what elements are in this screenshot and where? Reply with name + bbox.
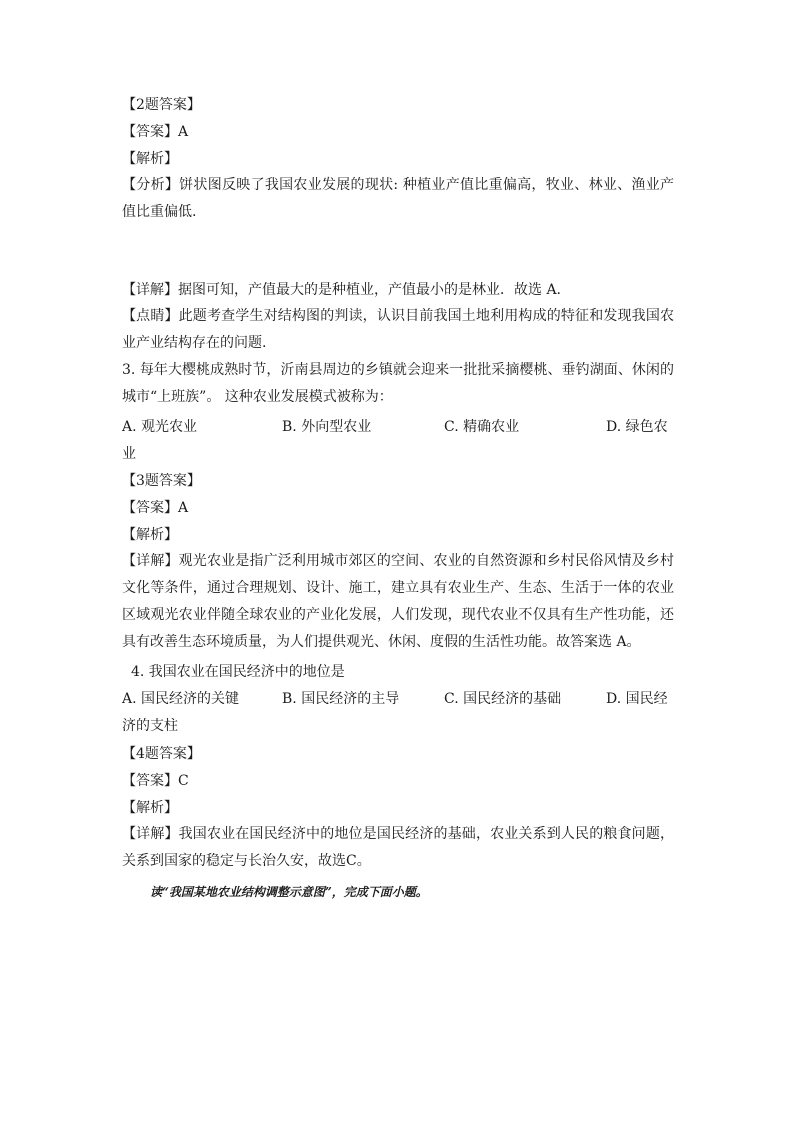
q2-analysis-label: 【解析】	[122, 151, 178, 167]
q4-option-a[interactable]: A. 国民经济的关键	[122, 691, 240, 707]
q3-detail: 【详解】观光农业是指广泛利用城市郊区的空间、农业的自然资源和乡村民俗风情及乡村文化等条件，通过合理规划、设计、施工，建立具有农业生产、生态、生活于一体的农业区域观光农业伴随全球农业的产业化发展，人们发现，现代农业不仅具有生产性功能，还具有改善生态环境质量，为人们提供观光、休闲、度假的生活性功能。故答案选 A。	[122, 553, 674, 650]
q4-option-b[interactable]: B. 国民经济的主导	[282, 691, 400, 707]
q4-options	[122, 690, 682, 708]
q3-option-a[interactable]: A. 观光农业	[122, 419, 198, 435]
q3-option-d[interactable]: D. 绿色农	[606, 419, 668, 435]
q4-option-c[interactable]: C. 国民经济的基础	[444, 691, 562, 707]
q3-answer: 【答案】A	[122, 500, 189, 516]
q3-option-c[interactable]: C. 精确农业	[444, 419, 520, 435]
next-question-note: 读“我国某地农业结构调整示意图”，完成下面小题。	[150, 885, 428, 899]
q4-analysis-label: 【解析】	[122, 800, 178, 816]
q4-option-wrap: 济的支柱	[122, 718, 178, 734]
q2-detail: 【详解】据图可知，产值最大的是种植业，产值最小的是林业．故选 A.	[122, 282, 562, 298]
q3-analysis-label: 【解析】	[122, 527, 178, 543]
q3-stem: 3. 每年大樱桃成熟时节，沂南县周边的乡镇就会迎来一批批采摘樱桃、垂钓湖面、休闲的城市“上班族”。 这种农业发展模式被称为：	[122, 362, 674, 405]
q4-stem: 4. 我国农业在国民经济中的地位是	[131, 664, 345, 680]
q4-answer-heading: 【4题答案】	[122, 746, 201, 762]
q4-detail: 【详解】我国农业在国民经济中的地位是国民经济的基础，农业关系到人民的粮食问题，关系到国家的稳定与长治久安，故选C。	[122, 826, 674, 869]
q2-answer-heading: 【2题答案】	[122, 97, 201, 113]
q4-answer: 【答案】C	[122, 773, 189, 789]
q2-comment: 【点睛】此题考查学生对结构图的判读，认识目前我国土地利用构成的特征和发现我国农业产业结构存在的问题.	[122, 308, 674, 351]
q4-option-d[interactable]: D. 国民经	[606, 691, 668, 707]
q3-options	[122, 418, 682, 436]
q2-answer: 【答案】A	[122, 124, 189, 140]
q3-option-wrap: 业	[122, 446, 136, 462]
q3-answer-heading: 【3题答案】	[122, 473, 201, 489]
q2-analysis: 【分析】饼状图反映了我国农业发展的现状: 种植业产值比重偏高，牧业、林业、渔业产值比重偏低.	[122, 177, 674, 220]
q3-option-b[interactable]: B. 外向型农业	[282, 419, 372, 435]
